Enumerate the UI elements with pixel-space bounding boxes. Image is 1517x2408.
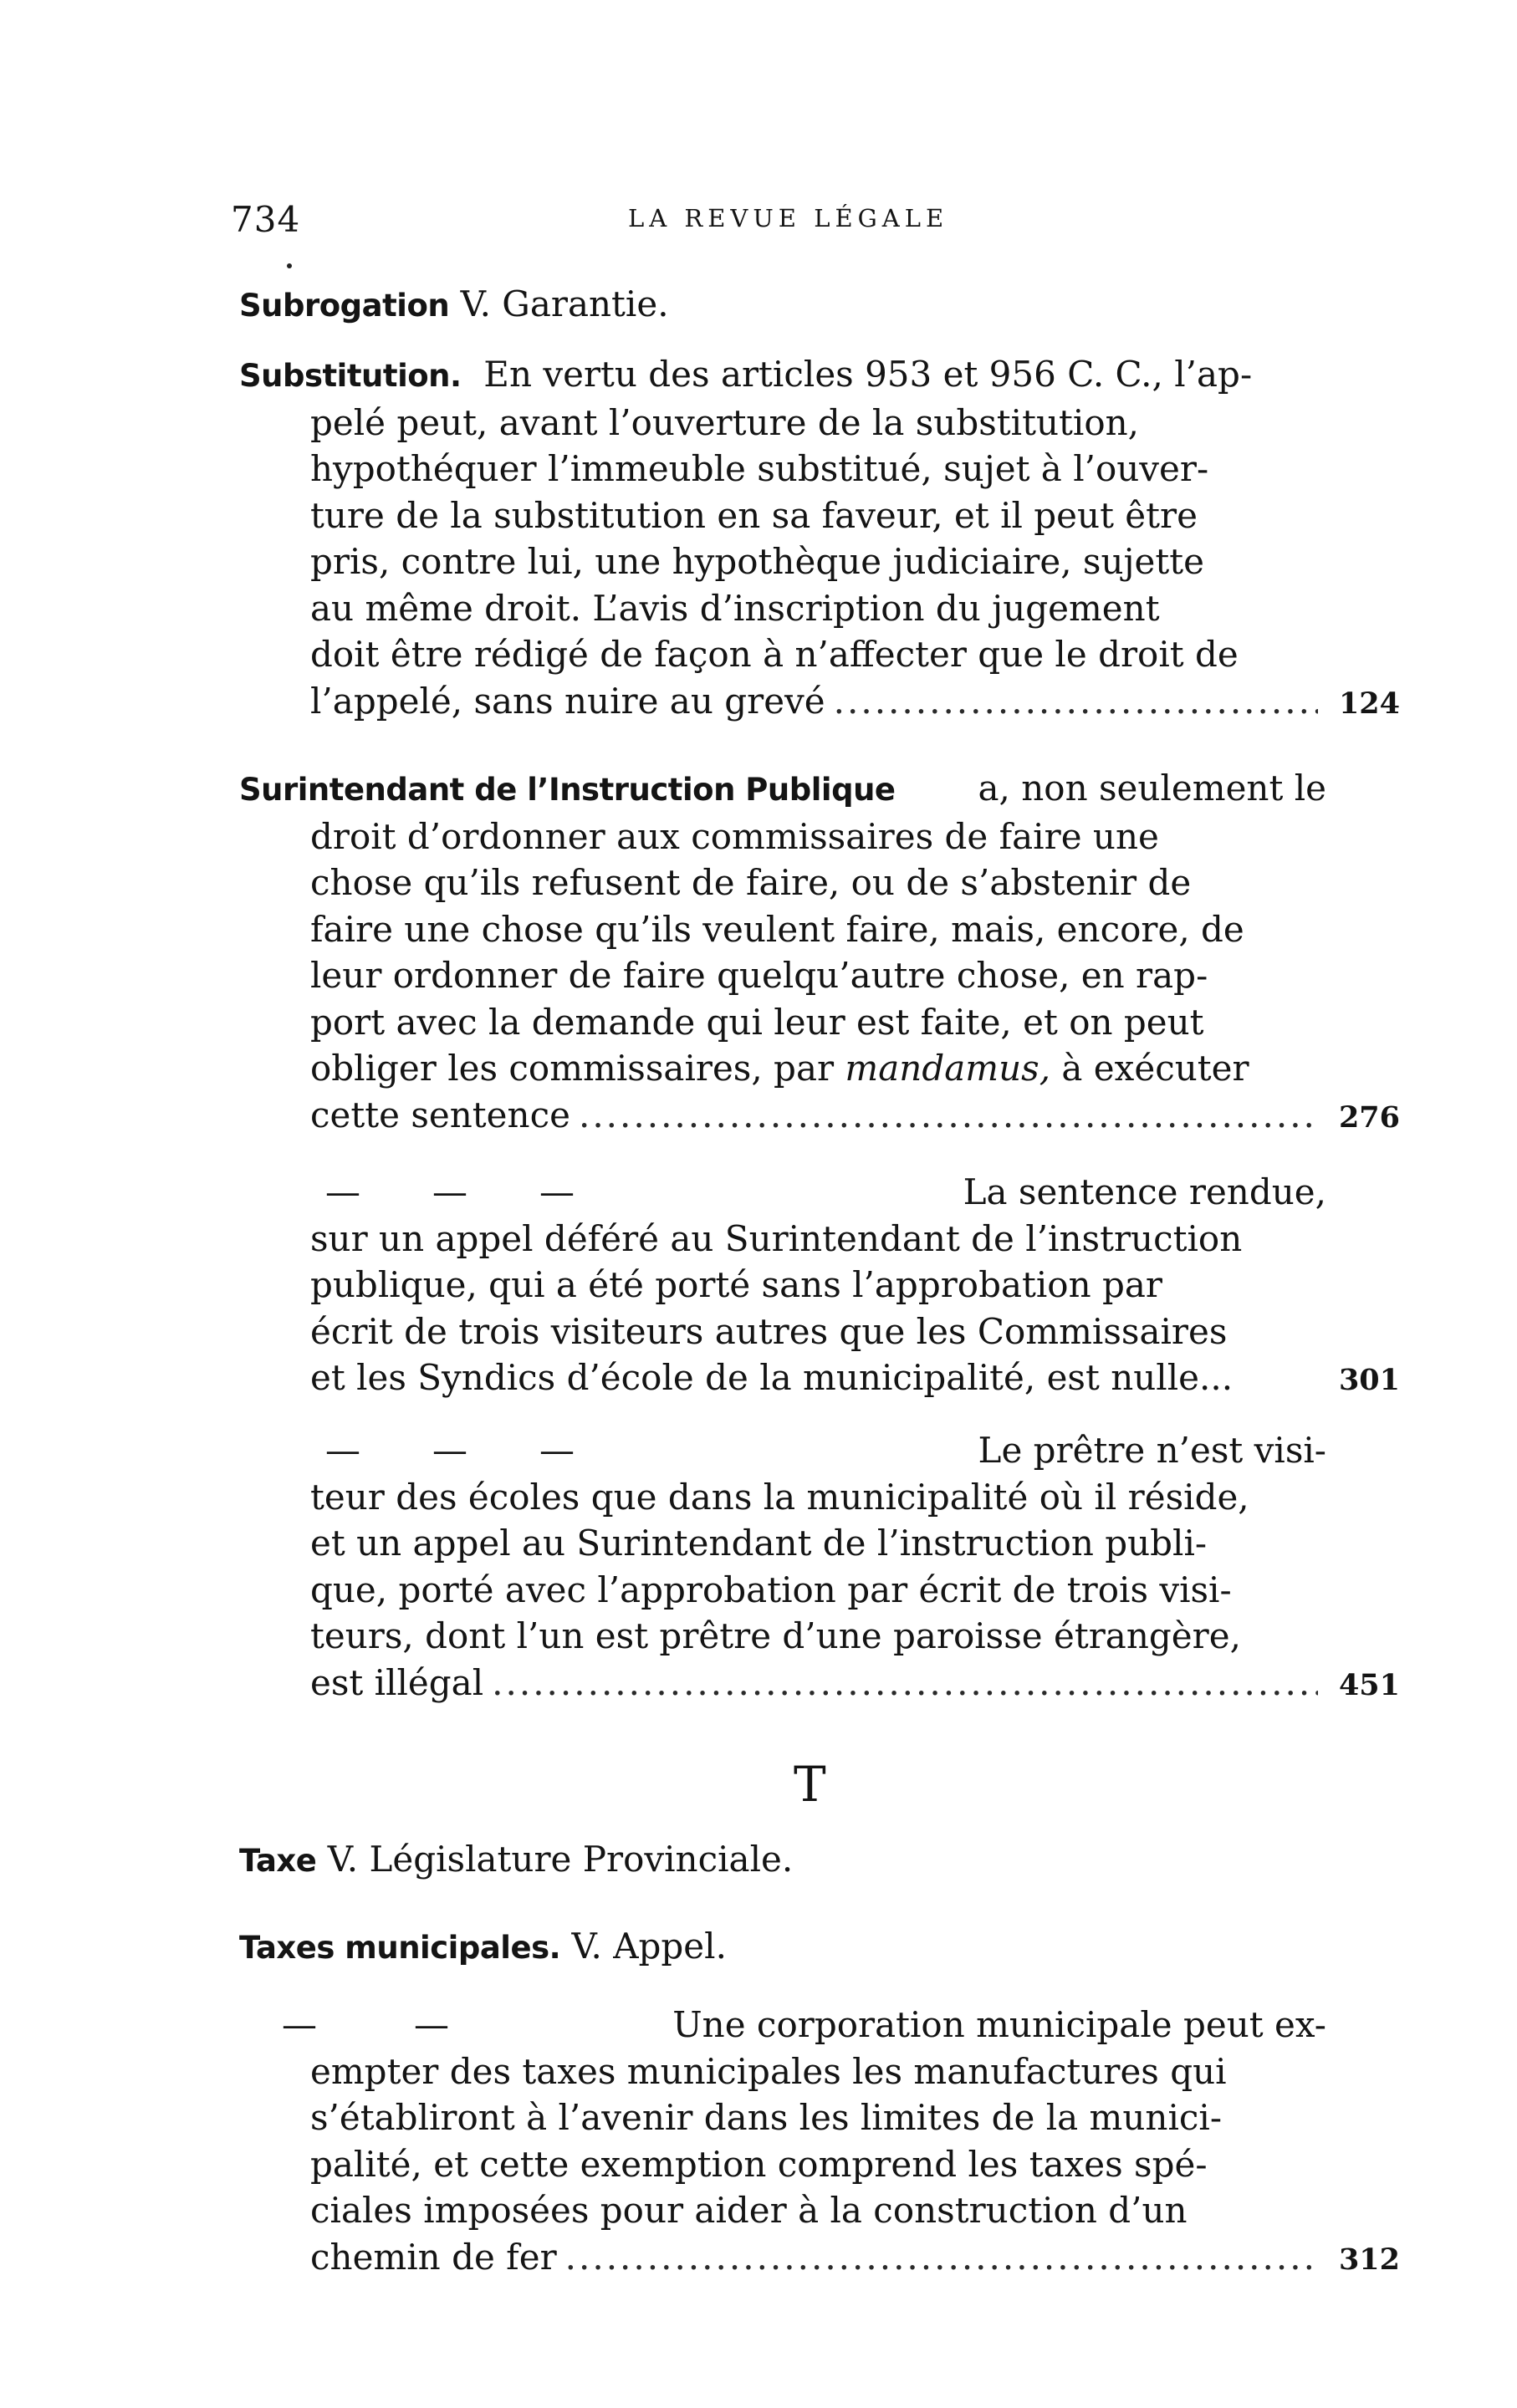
entry-line: que, porté avec l’approbation par écrit de trois visi- — [310, 1569, 1232, 1610]
ditto-dash: — — [432, 1430, 467, 1471]
page-reference: 276 — [1338, 1099, 1400, 1135]
entry-line: port avec la demande qui leur est faite, et on peut — [310, 1001, 1204, 1043]
bullet-mark — [287, 263, 292, 268]
entry-line: faire une chose qu’ils veulent faire, mais, encore, de — [310, 908, 1244, 950]
section-letter: T — [794, 1756, 826, 1813]
entry-text: V. Appel. — [571, 1926, 727, 1967]
entry-text: En vertu des articles 953 et 956 C. C., l’ap- — [483, 354, 1253, 395]
entry-line: palité, et cette exemption comprend les taxes spé- — [310, 2143, 1208, 2185]
entry-substitution — [239, 351, 1402, 727]
italic-term: mandamus, — [845, 1048, 1051, 1089]
page-reference: 451 — [1338, 1667, 1400, 1702]
entry-heading: Taxe — [239, 1843, 317, 1879]
page-number: 734 — [231, 199, 301, 240]
entry-heading: Taxes municipales. — [239, 1930, 561, 1966]
entry-line — [239, 765, 1326, 814]
ditto-dash: — — [325, 1430, 360, 1471]
entry-heading: Subrogation — [239, 288, 450, 324]
running-title: LA REVUE LÉGALE — [628, 204, 949, 232]
page-reference: 301 — [1338, 1363, 1400, 1397]
entry-surintendant-2 — [239, 1169, 1402, 1404]
entry-line: teurs, dont l’un est prêtre d’une paroisse étrangère, — [310, 1615, 1241, 1656]
entry-line: teur des écoles que dans la municipalité où il réside, — [310, 1476, 1249, 1518]
entry-line: publique, qui a été porté sans l’approbation par — [310, 1264, 1162, 1305]
leader-dots — [579, 1092, 1318, 1139]
entry-line: empter des taxes municipales les manufactures qui — [310, 2050, 1227, 2092]
entry-line — [239, 351, 1326, 400]
entry-line — [239, 1427, 1326, 1474]
leader-dots — [834, 678, 1318, 725]
ditto-dash: — — [282, 2004, 317, 2045]
entry-text: Le prêtre n’est visi- — [978, 1430, 1326, 1471]
entry-line: obliger les commissaires, par mandamus, à exécuter — [310, 1048, 1249, 1089]
entry-taxes-municipales-2 — [239, 2002, 1402, 2283]
entry-line: écrit de trois visiteurs autres que les Commissaires — [310, 1310, 1228, 1352]
entry-subrogation — [239, 281, 1402, 329]
entry-heading: Substitution. — [239, 358, 462, 394]
page-reference: 312 — [1338, 2242, 1400, 2277]
entry-line — [239, 1836, 1402, 1885]
ditto-dash: — — [539, 1430, 575, 1471]
entry-surintendant — [239, 765, 1402, 1140]
entry-text: La sentence rendue, — [963, 1171, 1326, 1212]
entry-line: hypothéquer l’immeuble substitué, sujet à l’ouver- — [310, 448, 1209, 489]
entry-line: est illégal ..... 451 — [310, 1660, 1326, 1709]
ditto-dash: — — [432, 1171, 467, 1212]
entry-line: s’établiront à l’avenir dans les limites de la munici- — [310, 2097, 1223, 2138]
entry-line: l’appelé, sans nuire au grevé ..... 124 — [310, 678, 1326, 727]
entry-line: ture de la substitution en sa faveur, et il peut être — [310, 494, 1198, 536]
entry-line: chemin de fer ..... 312 — [310, 2234, 1326, 2283]
leader-dots — [492, 1660, 1318, 1707]
entry-line: au même droit. L’avis d’inscription du jugement — [310, 587, 1160, 629]
entry-line: doit être rédigé de façon à n’affecter que le droit de — [310, 634, 1239, 675]
entry-line: leur ordonner de faire quelqu’autre chose, en rap- — [310, 955, 1208, 996]
entry-line: droit d’ordonner aux commissaires de faire une — [310, 815, 1159, 857]
entry-line: sur un appel déféré au Surintendant de l’instruction — [310, 1217, 1243, 1259]
entry-surintendant-3 — [239, 1427, 1402, 1708]
ditto-dash: — — [539, 1171, 575, 1212]
leader-dots — [565, 2234, 1318, 2281]
entry-text: V. Garantie. — [460, 283, 669, 324]
entry-line: et un appel au Surintendant de l’instruction publi- — [310, 1523, 1208, 1564]
entry-text: V. Législature Provinciale. — [327, 1839, 794, 1880]
entry-line: chose qu’ils refusent de faire, ou de s’abstenir de — [310, 862, 1192, 903]
entry-line — [239, 2002, 1326, 2048]
entry-line: ciales imposées pour aider à la construction d’un — [310, 2190, 1188, 2231]
entry-line — [239, 1169, 1326, 1216]
entry-text: a, non seulement le — [978, 768, 1326, 809]
entry-heading: Surintendant de l’Instruction Publique — [239, 772, 896, 808]
entry-line — [239, 281, 1402, 329]
page-reference: 124 — [1338, 686, 1400, 721]
entry-taxes-municipales — [239, 1923, 1402, 1972]
entry-line: pelé peut, avant l’ouverture de la substitution, — [310, 401, 1140, 443]
entry-taxe — [239, 1836, 1402, 1885]
entry-line — [239, 1923, 1402, 1972]
entry-text: Une corporation municipale peut ex- — [672, 2004, 1326, 2045]
entry-line: cette sentence ..... 276 — [310, 1092, 1326, 1141]
page-header — [231, 199, 1402, 249]
entry-line: et les Syndics d’école de la municipalité, est nulle... 301 — [310, 1354, 1326, 1404]
entry-line: pris, contre lui, une hypothèque judiciaire, sujette — [310, 541, 1205, 582]
ditto-dash: — — [325, 1171, 360, 1212]
ditto-dash: — — [414, 2004, 449, 2045]
